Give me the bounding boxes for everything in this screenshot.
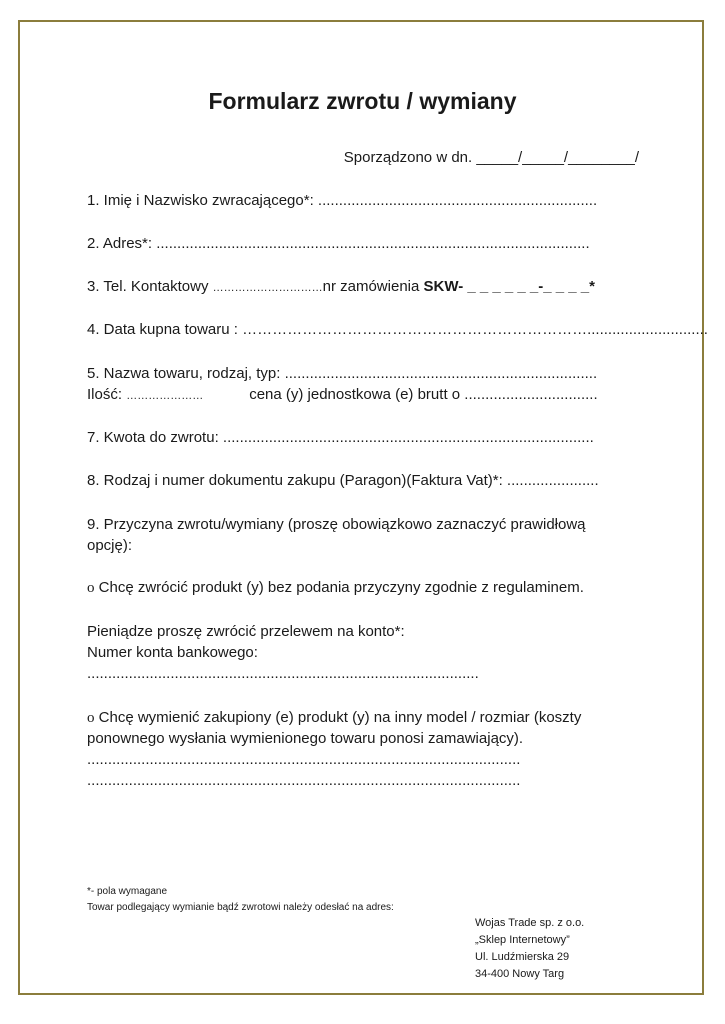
option-exchange-label: Chcę wymienić zakupiony (e) produkt (y) na inny model / rozmiar (koszty	[94, 709, 582, 726]
reason-heading-line1: 9. Przyczyna zwrotu/wymiany (proszę obowiązkowo zaznaczyć prawidłową	[87, 516, 586, 533]
field-phone-order[interactable]	[87, 277, 595, 298]
quantity-label: Ilość:	[87, 386, 127, 403]
field-quantity-price[interactable]	[87, 385, 598, 406]
order-prefix: SKW-	[423, 278, 464, 295]
radio-circle-icon[interactable]: ο	[87, 580, 95, 596]
shipping-note: Towar podlegający wymianie bądź zwrotowi należy odesłać na adres:	[87, 902, 394, 913]
reason-heading-line2: opcję):	[87, 537, 133, 554]
phone-label: 3. Tel. Kontaktowy	[87, 278, 213, 295]
date-line[interactable]: Sporządzono w dn. _____/_____/________/	[343, 149, 639, 166]
field-name[interactable]: 1. Imię i Nazwisko zwracającego*: ...................................................................	[87, 192, 598, 209]
unit-price[interactable]: cena (y) jednostkowa (e) brutt o ................................	[249, 386, 598, 403]
phone-dots[interactable]: …………………………	[212, 282, 323, 294]
bank-account-field[interactable]: ..............................................................................................	[87, 665, 479, 682]
address-store: „Sklep Internetowy”	[475, 934, 570, 946]
bank-account-label: Numer konta bankowego:	[87, 644, 258, 661]
required-note: *- pola wymagane	[87, 886, 168, 897]
radio-circle-icon[interactable]: ο	[87, 710, 95, 726]
field-purchase-date[interactable]: 4. Data kupna towaru : …………………………………………………………….............................	[87, 321, 708, 338]
address-street: Ul. Ludźmierska 29	[475, 951, 570, 963]
field-address[interactable]: 2. Adres*: ........................................................................................................	[87, 235, 590, 252]
option-exchange[interactable]	[87, 708, 581, 728]
field-purchase-document[interactable]: 8. Rodzaj i numer dokumentu zakupu (Paragon)(Faktura Vat)*: ......................	[87, 472, 599, 489]
quantity-dots[interactable]: …………………	[126, 390, 204, 402]
form-title: Formularz zwrotu / wymiany	[208, 88, 517, 114]
exchange-details-field-2[interactable]: ........................................................................................................	[87, 772, 521, 789]
order-label: nr zamówienia	[322, 278, 424, 295]
field-refund-amount[interactable]: 7. Kwota do zwrotu: .........................................................................................	[87, 429, 594, 446]
exchange-details-field-1[interactable]: ........................................................................................................	[87, 751, 521, 768]
option-return[interactable]	[87, 578, 584, 598]
address-company: Wojas Trade sp. z o.o.	[475, 917, 585, 929]
order-number-blank[interactable]: _ _ _ _ _ _-_ _ _ _*	[463, 278, 595, 295]
address-city: 34-400 Nowy Targ	[475, 968, 565, 980]
option-return-label: Chcę zwrócić produkt (y) bez podania przyczyny zgodnie z regulaminem.	[94, 579, 584, 596]
refund-instruction: Pieniądze proszę zwrócić przelewem na konto*:	[87, 623, 405, 640]
field-product-name[interactable]: 5. Nazwa towaru, rodzaj, typ: ...........................................................................	[87, 365, 598, 382]
option-exchange-line2: ponownego wysłania wymienionego towaru ponosi zamawiający).	[87, 730, 524, 747]
